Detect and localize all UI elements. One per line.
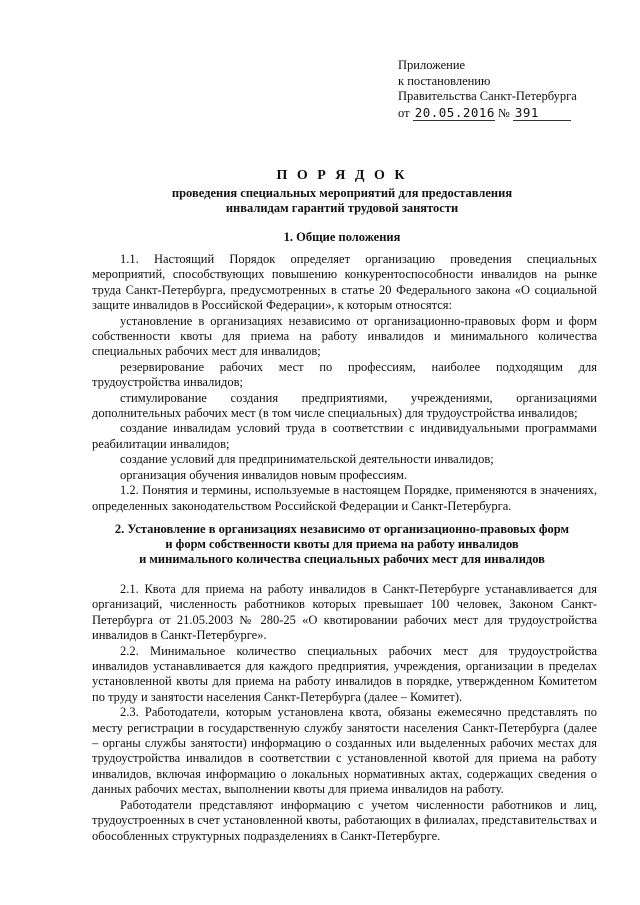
paragraph: создание условий для предпринимательской деятельности инвалидов;	[120, 452, 494, 467]
section-1-body	[92, 252, 597, 514]
paragraph: стимулирование создания предприятиями, учреждениями, организациями дополнительных рабочих мест (в том числе специальных) для трудоустройства инвалидов;	[92, 390, 597, 421]
date-prefix: от	[398, 105, 410, 120]
appendix-block	[398, 58, 618, 121]
paragraph: 1.2. Понятия и термины, используемые в настоящем Порядке, применяются в значениях, определенных законодательством Российской Федерации и Санкт-Петербурга.	[92, 483, 597, 513]
paragraph: резервирование рабочих мест по профессиям, наиболее подходящим для трудоустройства инвалидов;	[92, 359, 597, 390]
paragraph: создание инвалидам условий труда в соответствии с индивидуальными программами реабилитации инвалидов;	[92, 421, 597, 451]
decree-number: 391	[513, 105, 571, 122]
section-2-heading-line-1: 2. Установление в организациях независимо от организационно-правовых форм	[114, 522, 570, 536]
decree-date: 20.05.2016	[414, 104, 495, 120]
paragraph: установление в организациях независимо от организационно-правовых форм и форм собственности квоты для приема на работу инвалидов и минимального количества специальных рабочих мест для инвалидов;	[92, 313, 597, 359]
paragraph: 1.1. Настоящий Порядок определяет организацию проведения специальных мероприятий, способствующих повышению конкурентоспособности инвалидов на рынке труда Санкт-Петербурга, предусмотренных в статье 20 Федерального закона «О социальной защите инвалидов в Российской Федерации», к которым относятся:	[92, 252, 597, 313]
number-prefix: №	[497, 105, 510, 120]
paragraph: 2.2. Минимальное количество специальных рабочих мест для трудоустройства инвалидов устанавливается для каждого предприятия, учреждения, организации в пределах установленной квоты для приема на работу инвалидов в порядке, утвержденном Комитетом по труду и занятости населения Санкт-Петербурга (далее – Комитет).	[92, 643, 597, 704]
document-title: П О Р Я Д О К	[276, 168, 408, 183]
subtitle-line-1: проведения специальных мероприятий для предоставления	[171, 186, 513, 200]
appendix-line-2: к постановлению	[398, 73, 491, 88]
section-2-heading-line-2: и форм собственности квоты для приема на работу инвалидов	[165, 537, 519, 551]
appendix-date-line	[398, 105, 618, 122]
appendix-line-3: Правительства Санкт-Петербурга	[398, 89, 577, 103]
section-2-body	[92, 582, 597, 844]
subtitle-line-2: инвалидам гарантий трудовой занятости	[225, 201, 459, 215]
paragraph: организация обучения инвалидов новым профессиям.	[120, 467, 408, 482]
section-2-heading-line-3: и минимального количества специальных рабочих мест для инвалидов	[139, 552, 545, 566]
paragraph: Работодатели представляют информацию с учетом численности работников и лиц, трудоустроенных в счет установленной квоты, работающих в филиалах, представительствах и обособленных структурных подразделениях в Санкт-Петербурге.	[92, 797, 597, 843]
section-1-heading: 1. Общие положения	[283, 230, 401, 244]
paragraph: 2.1. Квота для приема на работу инвалидов в Санкт-Петербурге устанавливается для организаций, численность работников которых превышает 100 человек, Законом Санкт-Петербурга от 21.05.2003 № 280-25 «О квотировании рабочих мест для трудоустройства инвалидов в Санкт-Петербурге».	[92, 582, 597, 643]
paragraph: 2.3. Работодатели, которым установлена квота, обязаны ежемесячно представлять по месту регистрации в государственную службу занятости населения Санкт-Петербурга (далее – органы службы занятости) информацию о созданных или выделенных рабочих местах для трудоустройства инвалидов в соответствии с установленной квотой для приема на работу инвалидов, включая информацию о локальных нормативных актах, содержащих сведения о данных рабочих местах, выполнении квоты для приема инвалидов на работу.	[92, 705, 597, 797]
document-subtitle	[92, 186, 592, 216]
appendix-line-1: Приложение	[398, 58, 466, 72]
section-2-heading	[92, 522, 592, 567]
